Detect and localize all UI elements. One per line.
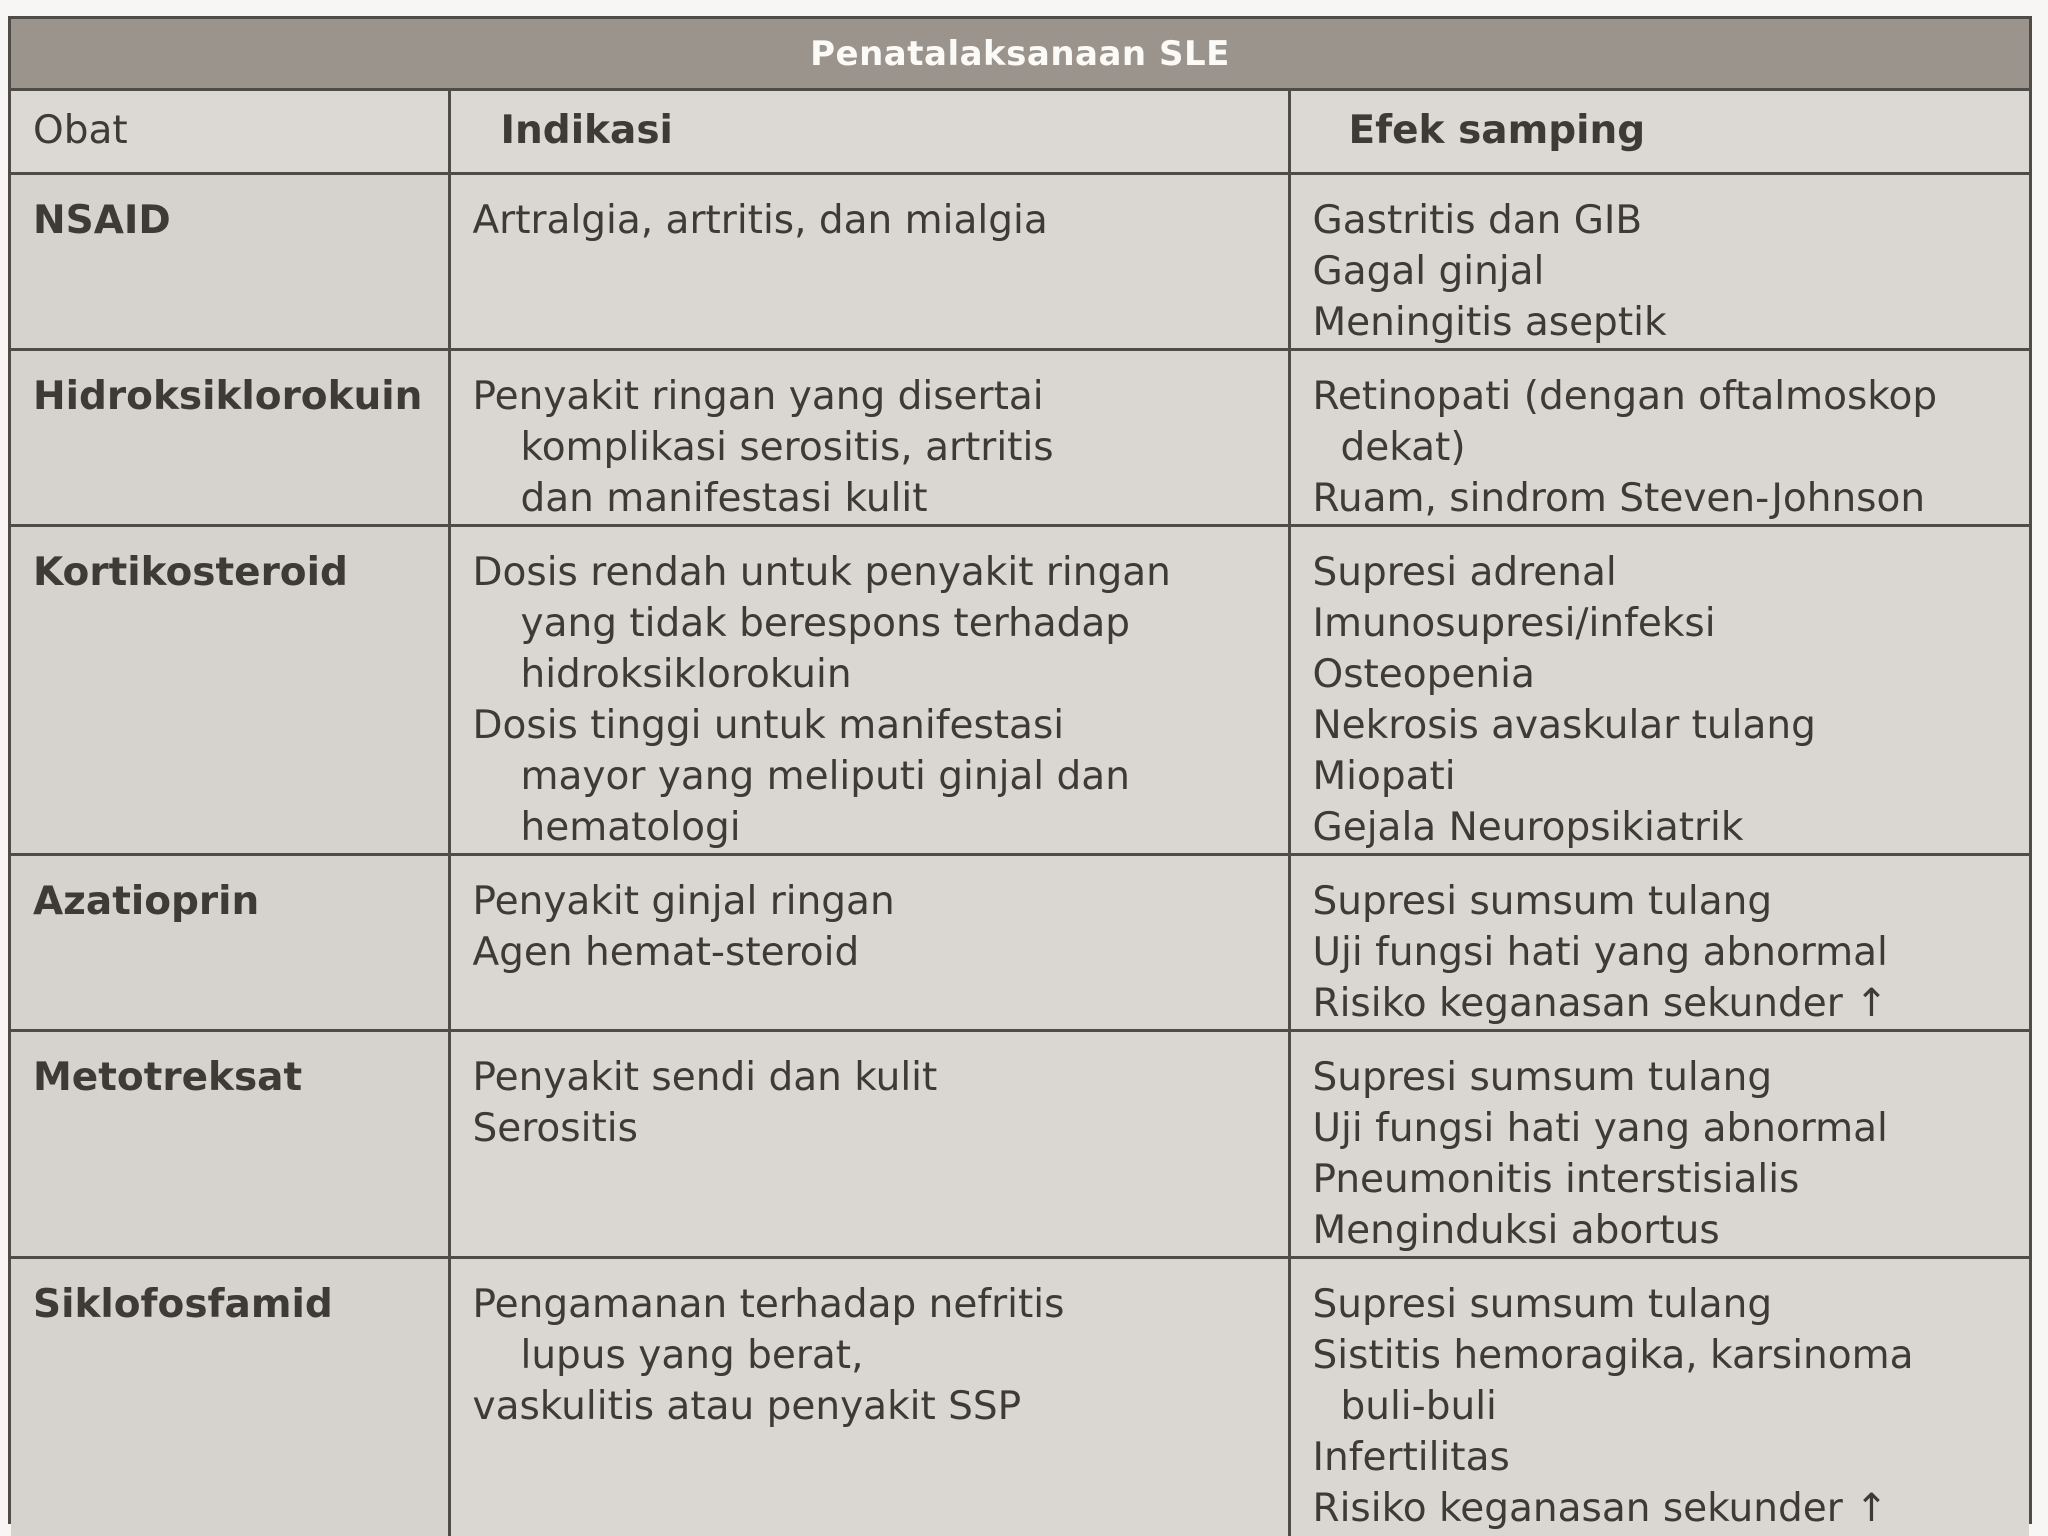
indikasi-line: yang tidak berespons terhadap [520,600,1131,646]
drug-name-cell: Metotreksat [11,1030,449,1257]
drug-name-cell: NSAID [11,173,449,349]
indikasi-line: Serositis [472,1105,638,1151]
table-row [11,1030,2029,1257]
header-row [11,91,2029,173]
efek-samping-line: buli-buli [1340,1383,1497,1429]
indikasi-line: lupus yang berat, [520,1332,864,1378]
header-obat: Obat [11,91,449,173]
table-row [11,854,2029,1030]
indikasi-line: hidroksiklorokuin [520,651,852,697]
indikasi-line: dan manifestasi kulit [520,475,928,521]
table-grid [11,91,2029,1536]
header-indikasi: Indikasi [449,91,1289,173]
efek-samping-line: Gejala Neuropsikiatrik [1312,804,1744,850]
indikasi-cell [449,525,1289,854]
efek-samping-line: Retinopati (dengan oftalmoskop [1312,373,1938,419]
efek-samping-line: Supresi sumsum tulang [1312,1054,1773,1100]
indikasi-line: Penyakit sendi dan kulit [472,1054,938,1100]
indikasi-line: Dosis tinggi untuk manifestasi [472,702,1065,748]
indikasi-line: Pengamanan terhadap nefritis [472,1281,1065,1327]
efek-samping-line: Imunosupresi/infeksi [1312,600,1716,646]
indikasi-cell [449,1257,1289,1536]
efek-samping-line: Uji fungsi hati yang abnormal [1312,929,1888,975]
drug-name-cell: Hidroksiklorokuin [11,349,449,525]
efek-samping-line: Supresi sumsum tulang [1312,878,1773,924]
efek-samping-line: Osteopenia [1312,651,1535,697]
efek-samping-line: Miopati [1312,753,1456,799]
efek-samping-line: Ruam, sindrom Steven-Johnson [1312,475,1926,521]
indikasi-line: Penyakit ringan yang disertai [472,373,1044,419]
efek-samping-line: dekat) [1340,424,1466,470]
efek-samping-line: Supresi sumsum tulang [1312,1281,1773,1327]
indikasi-line: hematologi [520,804,741,850]
indikasi-line: komplikasi serositis, artritis [520,424,1054,470]
efek-samping-line: Infertilitas [1312,1434,1510,1480]
indikasi-line: Artralgia, artritis, dan mialgia [472,197,1048,243]
efek-samping-cell [1289,525,2029,854]
efek-samping-cell [1289,173,2029,349]
efek-samping-line: Sistitis hemoragika, karsinoma [1312,1332,1914,1378]
indikasi-cell [449,1030,1289,1257]
indikasi-cell [449,854,1289,1030]
table-row [11,173,2029,349]
efek-samping-line: Supresi adrenal [1312,549,1617,595]
indikasi-line: Penyakit ginjal ringan [472,878,895,924]
efek-samping-line: Risiko keganasan sekunder ↑ [1312,1485,1888,1531]
drug-name-cell: Azatioprin [11,854,449,1030]
drug-name-cell: Siklofosfamid [11,1257,449,1536]
efek-samping-line: Risiko keganasan sekunder ↑ [1312,980,1888,1026]
efek-samping-line: Gagal ginjal [1312,248,1545,294]
efek-samping-line: Gastritis dan GIB [1312,197,1643,243]
indikasi-cell [449,173,1289,349]
table-row [11,1257,2029,1536]
drug-name-cell: Kortikosteroid [11,525,449,854]
efek-samping-line: Pneumonitis interstisialis [1312,1156,1800,1202]
table-body [11,173,2029,1536]
indikasi-cell [449,349,1289,525]
table-row [11,349,2029,525]
table-title: Penatalaksanaan SLE [810,33,1230,74]
efek-samping-cell [1289,349,2029,525]
table-row [11,525,2029,854]
efek-samping-cell [1289,854,2029,1030]
sle-treatment-table [8,16,2032,1531]
indikasi-line: Dosis rendah untuk penyakit ringan [472,549,1171,595]
indikasi-line: Agen hemat-steroid [472,929,860,975]
efek-samping-cell [1289,1257,2029,1536]
header-efek-samping: Efek samping [1289,91,2029,173]
indikasi-line: mayor yang meliputi ginjal dan [520,753,1130,799]
efek-samping-line: Menginduksi abortus [1312,1207,1720,1253]
efek-samping-line: Meningitis aseptik [1312,299,1667,345]
efek-samping-line: Nekrosis avaskular tulang [1312,702,1816,748]
efek-samping-line: Uji fungsi hati yang abnormal [1312,1105,1888,1151]
table-title-bar [11,19,2029,91]
efek-samping-cell [1289,1030,2029,1257]
indikasi-line: vaskulitis atau penyakit SSP [472,1383,1022,1429]
